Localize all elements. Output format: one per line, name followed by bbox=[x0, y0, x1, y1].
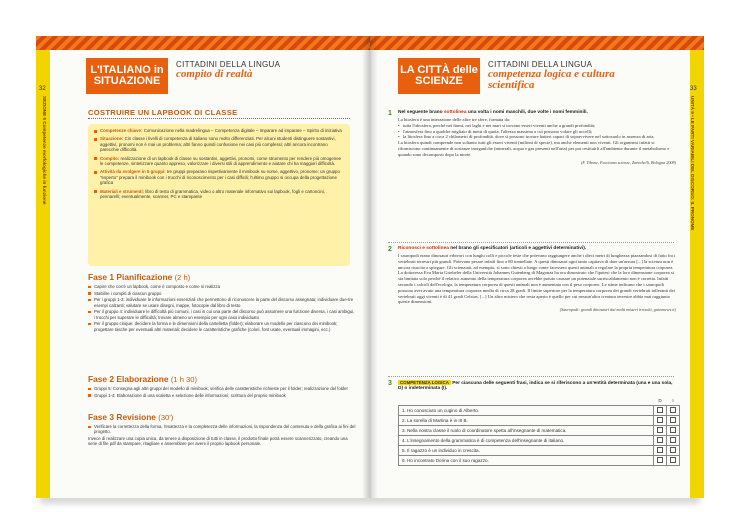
checkbox-d[interactable] bbox=[657, 457, 663, 463]
list-item: • la litosfera fino a circa 2 chilometri di profondità, dove si possono trovare batteri capaci di sopravvivere nel sottosuolo in assenza di aria. bbox=[398, 134, 676, 140]
header-line2: competenza logica e cultura scientifica bbox=[488, 68, 615, 91]
section-title: COSTRUIRE UN LAPBOOK DI CLASSE bbox=[88, 108, 238, 117]
exercise-number: 1 bbox=[388, 110, 392, 117]
page-header bbox=[488, 60, 658, 91]
table-row bbox=[399, 426, 680, 436]
header-line1: CITTADINI DELLA LINGUA bbox=[176, 60, 281, 69]
table-row bbox=[399, 446, 680, 456]
table-row bbox=[399, 416, 680, 426]
section-badge: LA CITTÀ delle SCIENZE bbox=[398, 58, 480, 94]
fase-2 bbox=[88, 374, 356, 399]
exercise-body bbox=[398, 117, 676, 165]
exercise-divider bbox=[388, 376, 674, 377]
list-item: Per il gruppo 4: individuare le difficoltà più comuni, i casi in cui una parte del discorso può assumere una funzione diversa, i casi ambigui, i trucchi per superare le difficoltà; trovare almeno un esempio per ogni caso individuato bbox=[88, 309, 356, 320]
exercise-instruction: COMPETENZA LOGICA Per ciascuna delle seguenti frasi, indica se si riferiscono a un'entità determinata (una e una sola, D) o indeterminata (I). bbox=[398, 380, 673, 391]
page-header bbox=[176, 60, 280, 80]
info-box-list bbox=[94, 128, 344, 199]
sentence-cell: 4. L'insegnamento della grammatica è di competenza dell'insegnante di italiano. bbox=[399, 436, 654, 446]
table-row bbox=[399, 406, 680, 416]
list-item: Verificare la correttezza della forma, l'esattezza e la completezza delle informazioni, la rispondenza del contenuto e della grafica ai fini del progetto. bbox=[88, 424, 356, 435]
exercise-1 bbox=[388, 110, 676, 165]
column-d: D bbox=[658, 397, 662, 403]
exercise-number: 3 bbox=[388, 380, 392, 387]
exercise-instruction: Nel seguente brano sottolinea una volta i nomi maschili, due volte i nomi femminili. bbox=[398, 110, 588, 115]
fase-3-title: Fase 3 Revisione (30') bbox=[88, 412, 174, 422]
fase-2-list bbox=[88, 386, 356, 398]
header-line1: CITTADINI DELLA LINGUA bbox=[488, 60, 593, 69]
checkbox-d[interactable] bbox=[657, 427, 663, 433]
book-spine-shadow bbox=[362, 36, 378, 498]
info-box bbox=[88, 124, 350, 266]
exercise-outro: La biosfera quindi comprende non soltanto tutti gli esseri viventi (milioni di specie), ma anche elementi non viventi. Gli organismi infatti si riforniscono continuamente di sostanze inorganiche (minerali, acqua e gas presenti nell'aria) per poi restituirli all'ambiente durante il metabolismo e quando sono decomposti dopo la morte. bbox=[398, 140, 670, 157]
exercise-source: (Sauropodi: grandi dinosauri dai molti misteri irrisolti, guizanews.it) bbox=[559, 307, 676, 313]
list-item: • l'atmosfera fino a qualche migliaio di metri di quota, l'altezza massima a cui possono volare gli uccelli; bbox=[398, 129, 676, 135]
table-row bbox=[399, 456, 680, 466]
checkbox-i[interactable] bbox=[670, 437, 676, 443]
list-item: Gruppi 1-4: Elaborazione di una scaletta e selezione delle informazioni; scrittura del proprio minibook bbox=[88, 393, 356, 398]
exercise-3 bbox=[388, 380, 676, 466]
sentence-cell: 5. Il ragazzo è un individuo in crescita. bbox=[399, 446, 654, 456]
fase-2-title: Fase 2 Elaborazione (1 h 30) bbox=[88, 374, 198, 384]
checkbox-i[interactable] bbox=[670, 457, 676, 463]
competence-badge: COMPETENZA LOGICA bbox=[400, 380, 449, 385]
list-item: Per i gruppi 1-3: individuare le informazioni essenziali che permettono di riconoscere la parte del discorso assegnata; individuare due-tre esempi calzanti; valutare se usare disegni, mappe, fotocopie dal libro di testo bbox=[88, 297, 356, 308]
fase-3-note: Invece di realizzare una copia unica, da tenere a disposizione di tutti in classe, il prodotto finale potrà essere scannerizzato, creando una serie di file pdf da stampare, ritagliare e assemblare per avere il proprio lapbook personale. bbox=[88, 435, 348, 447]
checkbox-d[interactable] bbox=[657, 437, 663, 443]
exercise-source: (F. Tibone, Facciamo scienze, Zanichelli, Bologna 2008) bbox=[580, 159, 676, 165]
side-running-text: UNITÀ 9 • LE PARTI VARIABILI DEL DISCORSO: IL PRONOME bbox=[690, 96, 695, 231]
top-pattern-band bbox=[370, 36, 704, 50]
info-box-item: Materiali e strumenti: libro di testo di grammatica, video o altro materiale informativo sui lapbook, fogli e cartoncini, pennarelli; eventualmente, scanner, PC e stampante bbox=[94, 189, 344, 200]
list-item: Stabilire i compiti di ciascun gruppo bbox=[88, 291, 356, 296]
left-page bbox=[36, 36, 370, 498]
sentence-cell: 6. Ho incontrato Dorina con il suo ragazzo. bbox=[399, 456, 654, 466]
list-item: Per il gruppo cinque: decidere la forma e le dimensioni della cartelletta (folder); elaborare un modello per ciascuno dei minibook; progettare tasche per eventuali altri materiali; decidere le caratteristiche grafiche (colori, font usate, eventuali immagini, ecc.) bbox=[88, 321, 356, 332]
list-item: • tutta l'idrosfera, perché nei fiumi, nei laghi e nei mari si trovano esseri viventi anche a grandi profondità; bbox=[398, 123, 676, 129]
exercise-body bbox=[398, 253, 676, 313]
checkbox-d[interactable] bbox=[657, 447, 663, 453]
sentence-cell: 3. Nella nostra classe il ruolo di coordinatore spetta all'insegnante di matematica. bbox=[399, 426, 654, 436]
page-number: 33 bbox=[690, 86, 697, 92]
info-box-item: Compito: realizzazione di un lapbook di classe su sostantivi, aggettivi, pronomi, come strumento per rendere più omogenee le competenze, sintetizzare quanto appreso, valorizzare i diversi stili di apprendimento e aiutare chi ha maggiori difficoltà. bbox=[94, 156, 344, 167]
info-box-item: Situazione: Cin classe i livelli di competenza di italiano sono molto differenziati. Per alcuni studenti distinguere sostantivi, aggettivi, pronomi non è mai un problema; altri fanno quindi confusione nei casi più complessi; altri ancora incontrano parecchie difficoltà. bbox=[94, 136, 344, 152]
side-running-text: SEZIONE 5 Competenze morfologiche in funzione bbox=[42, 96, 47, 205]
sentence-cell: 2. La sorella di Martina è in III B. bbox=[399, 416, 654, 426]
fase-3-list bbox=[88, 424, 356, 435]
checkbox-d[interactable] bbox=[657, 407, 663, 413]
checkbox-i[interactable] bbox=[670, 417, 676, 423]
checkbox-i[interactable] bbox=[670, 447, 676, 453]
page-number: 32 bbox=[39, 86, 46, 92]
exercise-number: 2 bbox=[388, 246, 392, 253]
exercise-2 bbox=[388, 246, 676, 313]
right-page bbox=[370, 36, 704, 498]
table-row bbox=[399, 436, 680, 446]
fase-1-title: Fase 1 Pianificazione (2 h) bbox=[88, 272, 191, 282]
list-item: Capire che cos'è un lapbook, come è composto e come si realizza bbox=[88, 284, 356, 289]
header-line2: compito di realtà bbox=[176, 68, 253, 80]
exercise-instruction: Riconosci e sottolinea nel brano gli specificatori (articoli e aggettivi determinativi). bbox=[398, 246, 587, 251]
exercise-intro: La biosfera è una interazione delle altre tre sfere, formata da: bbox=[398, 117, 511, 122]
sentence-cell: 1. Ho conosciuto un cugino di Alberto. bbox=[399, 406, 654, 416]
fase-1-list bbox=[88, 284, 356, 332]
checkbox-i[interactable] bbox=[670, 427, 676, 433]
fase-1 bbox=[88, 272, 356, 333]
answer-table bbox=[398, 395, 680, 466]
checkbox-i[interactable] bbox=[670, 407, 676, 413]
checkbox-d[interactable] bbox=[657, 417, 663, 423]
info-box-item: Competenze chiave: Comunicazione nella madrelingua – Competenza digitale – Imparare ad imparare – Spirito di iniziativa bbox=[94, 128, 344, 133]
section-rule bbox=[88, 118, 350, 119]
top-pattern-band bbox=[36, 36, 370, 50]
exercise-divider bbox=[388, 242, 674, 243]
section-badge: L'ITALIANO in SITUAZIONE bbox=[86, 58, 168, 94]
list-item: Gruppi 5: Consegna agli altri gruppi del modello di minibook; verifica delle caratteristiche richieste per il folder; realizzazione del folder bbox=[88, 386, 356, 391]
info-box-item: Attività da svolgere in 5 gruppi: tre gruppi preparano rispettivamente il minibook su nome, aggettivo, pronome; un gruppo "esperto" prepara il minibook con i trucchi di riconoscimento per i casi difficili; l'ultimo gruppo si occupa della progettazione grafica bbox=[94, 169, 344, 185]
exercise-text: I sauropodi erano dinosauri erbivori con lunghi colli e piccole teste che potevano raggiungere anche i dieci metri di lunghezza piazzandosi di fatto fra i vertebrati terrestri più grandi. Potevano pesare infatti fino a 80 tonnellate. A questi dinosauri ogni tanto capitava di dare un'arsura [...] la scienza non è ancora riuscita a spiegare. Gli scienziati, ad esempio, si sono chiesti a lungo come facessero questi animali a regolare la propria temperatura corporea. La dottoressa Eva Maria Griebeler della Università Johannes Gutenberg di Magonza ha ora dimostrato che l'ipotesi che la loro dimensione corporea si sia limitata solo perché il relativo aumento della temperatura corporea avrebbe potuto causare un potenziale surriscaldamento non è corretta. Infatti secondo i calcoli dell'ecologa, la temperatura corporea di questi animali non è aumentata con il peso corporeo. Le stime indicano che i sauropodi possono aver avuto una temperatura corporea media di circa 28 gradi. Il limite superiore per la temperatura corporea dei grandi vertebrati tolleranti dei vertebrati oggi viventi è di 41 gradi Celsius. [...] Un altro mistero che resta aperto è quello per cui nessun'altra creatura terrestre abbia mai raggiunto queste dimensioni. bbox=[398, 253, 676, 305]
column-i: I bbox=[672, 397, 674, 403]
exercise-list bbox=[398, 123, 676, 140]
fase-3 bbox=[88, 412, 356, 447]
